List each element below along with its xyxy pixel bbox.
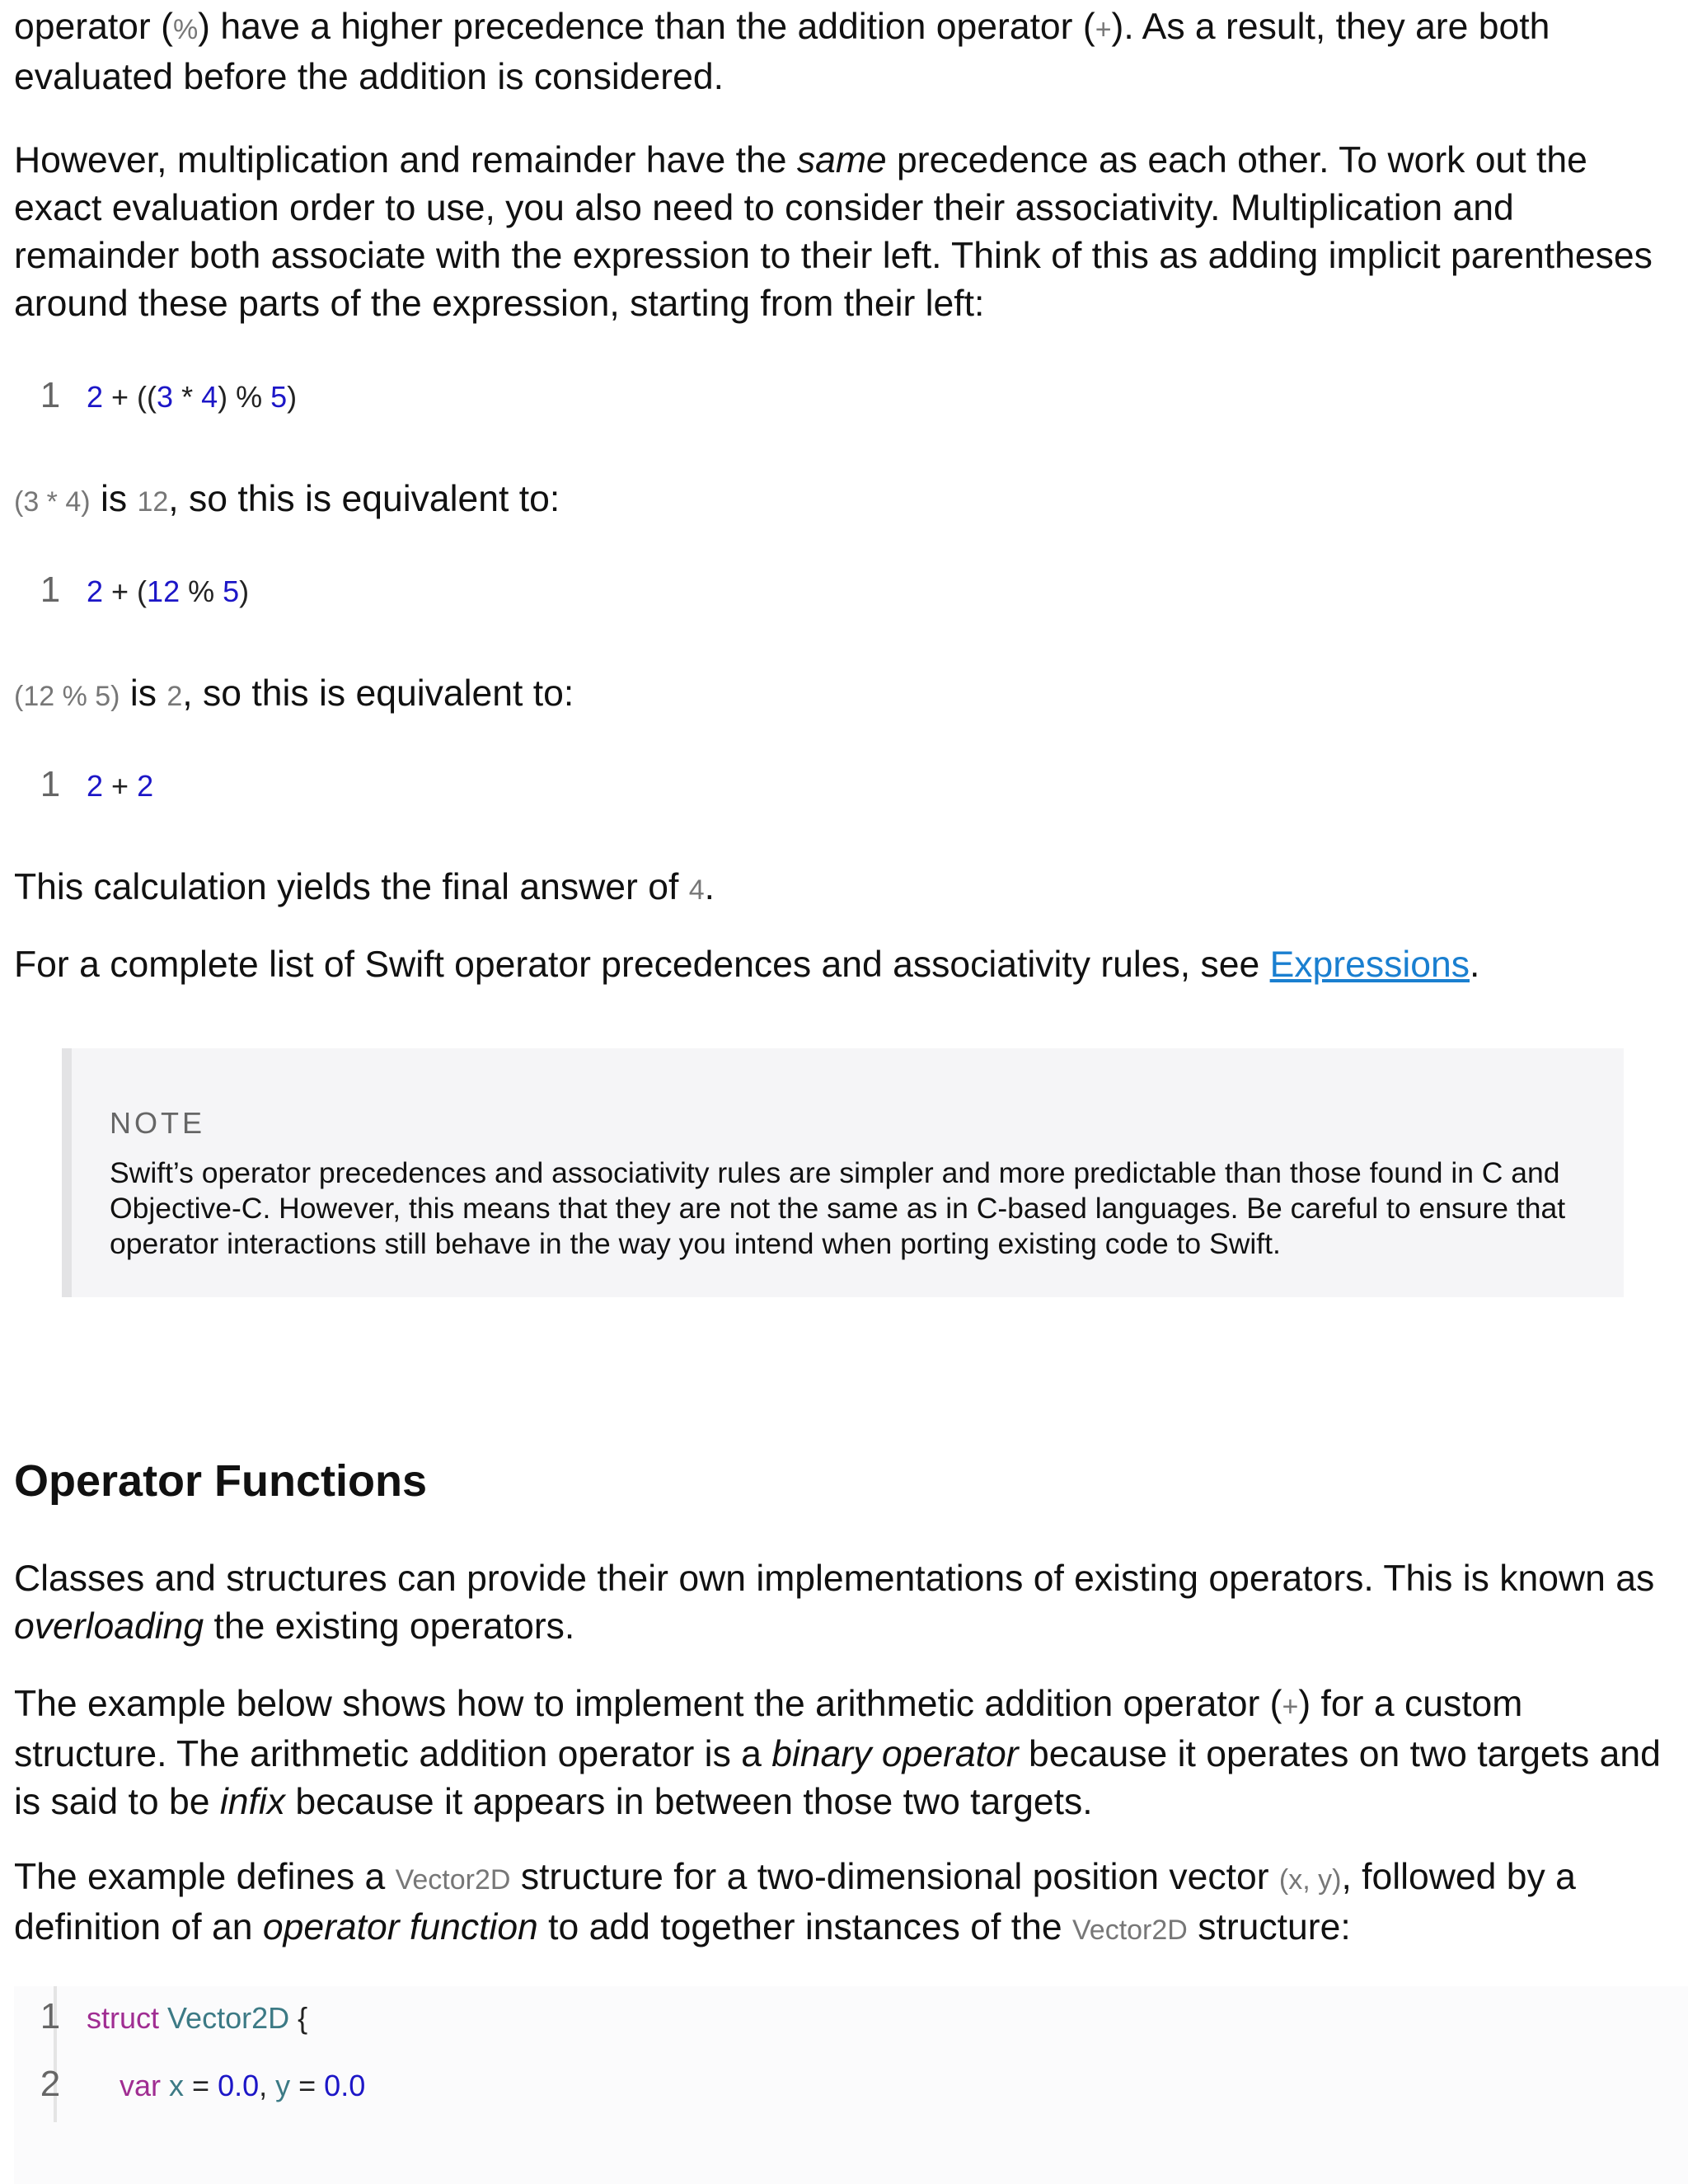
code-punct: = — [290, 2069, 325, 2102]
text: For a complete list of Swift operator precedences and associativity rules, see — [14, 944, 1270, 985]
paragraph-see-also — [14, 941, 1679, 989]
line-number: 2 — [40, 2064, 61, 2104]
code-line — [14, 1996, 307, 2046]
text: structure for a two-dimensional position vector — [510, 1857, 1279, 1897]
paragraph-overloading — [14, 1555, 1679, 1651]
code-space — [161, 2069, 169, 2102]
emphasis: binary operator — [771, 1734, 1019, 1774]
text: , followed by a definition of an — [14, 1857, 1576, 1947]
code-text — [87, 380, 297, 415]
emphasis: infix — [219, 1782, 285, 1822]
text: This calculation yields the final answer of — [14, 867, 689, 907]
inline-code: Vector2D — [1071, 1915, 1188, 1946]
inline-code: + — [1282, 1691, 1299, 1722]
line-number: 1 — [40, 569, 61, 610]
code-line — [14, 764, 153, 813]
section-heading: Operator Functions — [14, 1456, 428, 1506]
code-punct: + ( — [103, 574, 148, 608]
text: , so this is equivalent to: — [182, 673, 574, 714]
code-punct: { — [289, 2001, 308, 2035]
code-text — [87, 2001, 307, 2036]
inline-code: 12 — [137, 486, 169, 518]
code-punct: ) % — [218, 380, 271, 414]
inline-code: (3 * 4) — [14, 486, 91, 518]
note-callout — [62, 1048, 1624, 1297]
code-number: 0.0 — [324, 2069, 366, 2102]
text: However, multiplication and remainder have the — [14, 140, 797, 180]
inline-code: (12 % 5) — [14, 681, 120, 712]
text: The example below shows how to implement the arithmetic addition operator ( — [14, 1684, 1282, 1724]
inline-code: % — [172, 14, 199, 45]
text: is — [120, 673, 167, 714]
text: The example defines a — [14, 1857, 396, 1897]
code-number: 4 — [201, 380, 218, 414]
code-line — [14, 2064, 365, 2113]
text: , so this is equivalent to: — [168, 479, 560, 519]
line-number: 1 — [40, 375, 61, 415]
text: ) have a higher precedence than the addition operator ( — [198, 7, 1095, 47]
paragraph-step-2 — [14, 670, 1679, 720]
text: is — [90, 479, 138, 519]
inline-code: 2 — [166, 681, 183, 712]
emphasis: same — [796, 140, 887, 180]
code-number: 2 — [87, 769, 104, 803]
text: precedence as each other. To work out the exact evaluation order to use, you also need to consider their associativity. Multiplication and remainder both associate with the expression to their left. Think of this as adding implicit parentheses around these parts of the expression, starting from their left: — [14, 140, 1653, 324]
text: because it operates on two targets and is said to be — [14, 1734, 1661, 1822]
note-title: NOTE — [110, 1106, 206, 1140]
text: the existing operators. — [204, 1606, 575, 1647]
code-punct: % — [180, 574, 223, 608]
inline-code: (x, y) — [1278, 1864, 1342, 1896]
inline-code: + — [1095, 14, 1112, 45]
text: because it appears in between those two targets. — [284, 1782, 1093, 1822]
text: structure: — [1187, 1907, 1351, 1947]
paragraph-associativity — [14, 137, 1679, 328]
code-type: Vector2D — [167, 2001, 290, 2035]
line-number: 1 — [40, 1996, 61, 2036]
code-punct: , — [259, 2069, 276, 2102]
emphasis: overloading — [14, 1606, 204, 1647]
text: ). As a result, they are both evaluated before the addition is considered. — [14, 7, 1550, 97]
text: . — [1470, 944, 1480, 985]
code-punct: ) — [287, 380, 298, 414]
code-number: 2 — [87, 574, 104, 608]
code-text — [87, 574, 249, 609]
emphasis: operator function — [262, 1907, 538, 1947]
line-number: 1 — [40, 764, 61, 804]
code-punct: = — [184, 2069, 218, 2102]
code-number: 2 — [137, 769, 154, 803]
code-number: 0.0 — [218, 2069, 260, 2102]
inline-code: 4 — [688, 874, 705, 906]
paragraph-vector2d — [14, 1854, 1679, 1954]
text: . — [704, 867, 715, 907]
code-indent — [87, 2069, 120, 2102]
code-number: 5 — [223, 574, 240, 608]
code-identifier: x — [169, 2069, 185, 2102]
code-punct: * — [173, 380, 202, 414]
text: ) for a custom structure. The arithmetic addition operator is a — [14, 1684, 1523, 1774]
code-line — [14, 375, 297, 424]
code-keyword: struct — [87, 2001, 160, 2035]
inline-code: Vector2D — [395, 1864, 511, 1896]
code-number: 12 — [147, 574, 181, 608]
code-punct: ) — [239, 574, 250, 608]
code-text — [87, 2069, 365, 2103]
paragraph-binary-operator — [14, 1680, 1679, 1826]
paragraph-final-answer — [14, 864, 1679, 914]
text: operator ( — [14, 7, 173, 47]
note-body: Swift’s operator precedences and associativity rules are simpler and more predictable than those found in C and Objective-C. However, this means that they are not the same as in C-based languages. Be careful to ensure that operator interactions still behave in the way you intend when porting existing code to Swift. — [110, 1156, 1566, 1260]
code-space — [159, 2001, 167, 2035]
code-number: 5 — [270, 380, 288, 414]
code-punct: + (( — [103, 380, 157, 414]
paragraph-step-1 — [14, 476, 1679, 526]
text: Classes and structures can provide their own implementations of existing operators. This is known as — [14, 1558, 1655, 1599]
code-identifier: y — [275, 2069, 291, 2102]
text: to add together instances of the — [537, 1907, 1072, 1947]
code-text — [87, 769, 153, 804]
code-number: 2 — [87, 380, 104, 414]
paragraph-precedence — [14, 3, 1679, 101]
code-keyword: var — [120, 2069, 162, 2102]
code-number: 3 — [157, 380, 174, 414]
code-punct: + — [103, 769, 138, 803]
expressions-link[interactable]: Expressions — [1269, 944, 1470, 985]
code-line — [14, 569, 249, 619]
